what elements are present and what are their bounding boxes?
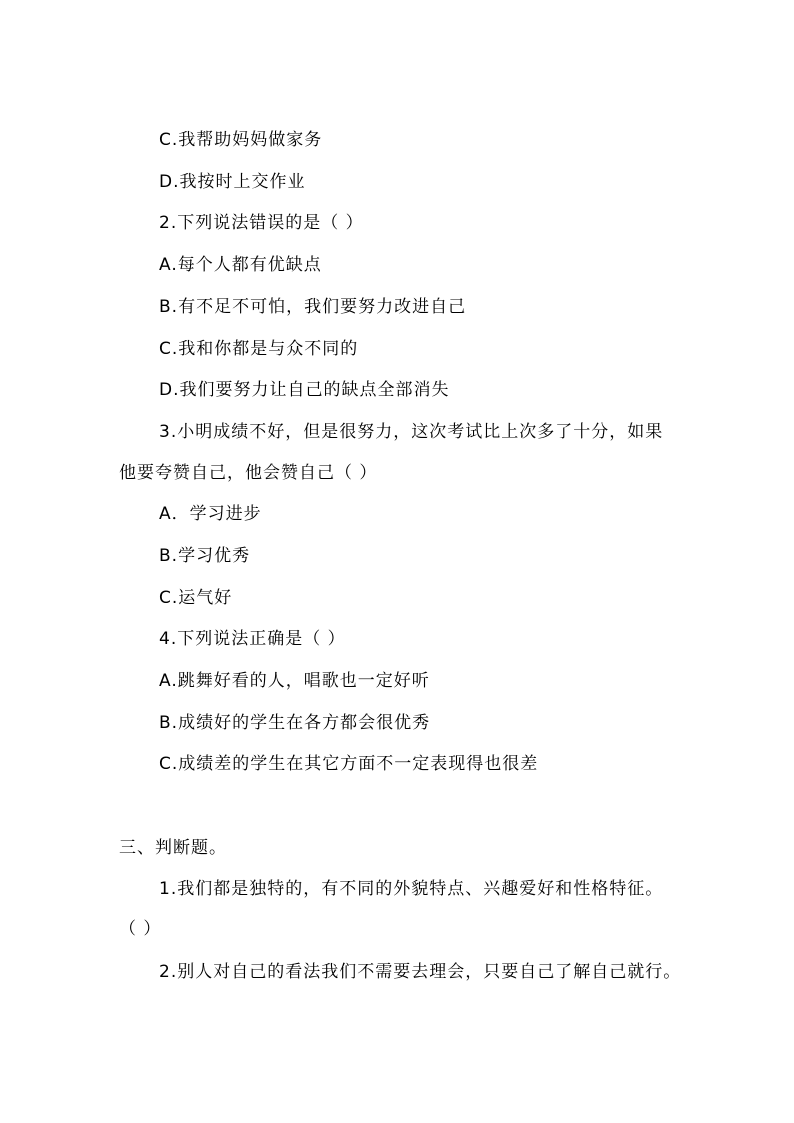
q4-option-c: C.成绩差的学生在其它方面不一定表现得也很差	[159, 754, 539, 774]
q1-option-d: D.我按时上交作业	[159, 172, 306, 192]
question-2: 2.下列说法错误的是（ ）	[159, 213, 364, 233]
q2-option-a: A.每个人都有优缺点	[159, 255, 322, 275]
judgment-1: 1.我们都是独特的，有不同的外貌特点、兴趣爱好和性格特征。	[159, 879, 664, 899]
question-3-line-2: 他要夸赞自己，他会赞自己（ ）	[119, 463, 378, 483]
q4-option-b: B.成绩好的学生在各方都会很优秀	[159, 713, 431, 733]
judgment-2: 2.别人对自己的看法我们不需要去理会，只要自己了解自己就行。	[159, 962, 682, 982]
q2-option-c: C.我和你都是与众不同的	[159, 339, 359, 359]
q4-option-a: A.跳舞好看的人，唱歌也一定好听	[159, 671, 430, 691]
question-3-line-1: 3.小明成绩不好，但是很努力，这次考试比上次多了十分，如果	[159, 422, 664, 442]
section-heading-judgment: 三、判断题。	[119, 838, 227, 858]
q3-option-a: A．学习进步	[159, 504, 262, 524]
q2-option-b: B.有不足不可怕，我们要努力改进自己	[159, 297, 467, 317]
q3-option-b: B.学习优秀	[159, 546, 251, 566]
q3-option-c: C.运气好	[159, 588, 233, 608]
q2-option-d: D.我们要努力让自己的缺点全部消失	[159, 380, 450, 400]
q1-option-c: C.我帮助妈妈做家务	[159, 130, 323, 150]
judgment-1-blank: （ ）	[119, 919, 162, 939]
question-4: 4.下列说法正确是（ ）	[159, 629, 346, 649]
